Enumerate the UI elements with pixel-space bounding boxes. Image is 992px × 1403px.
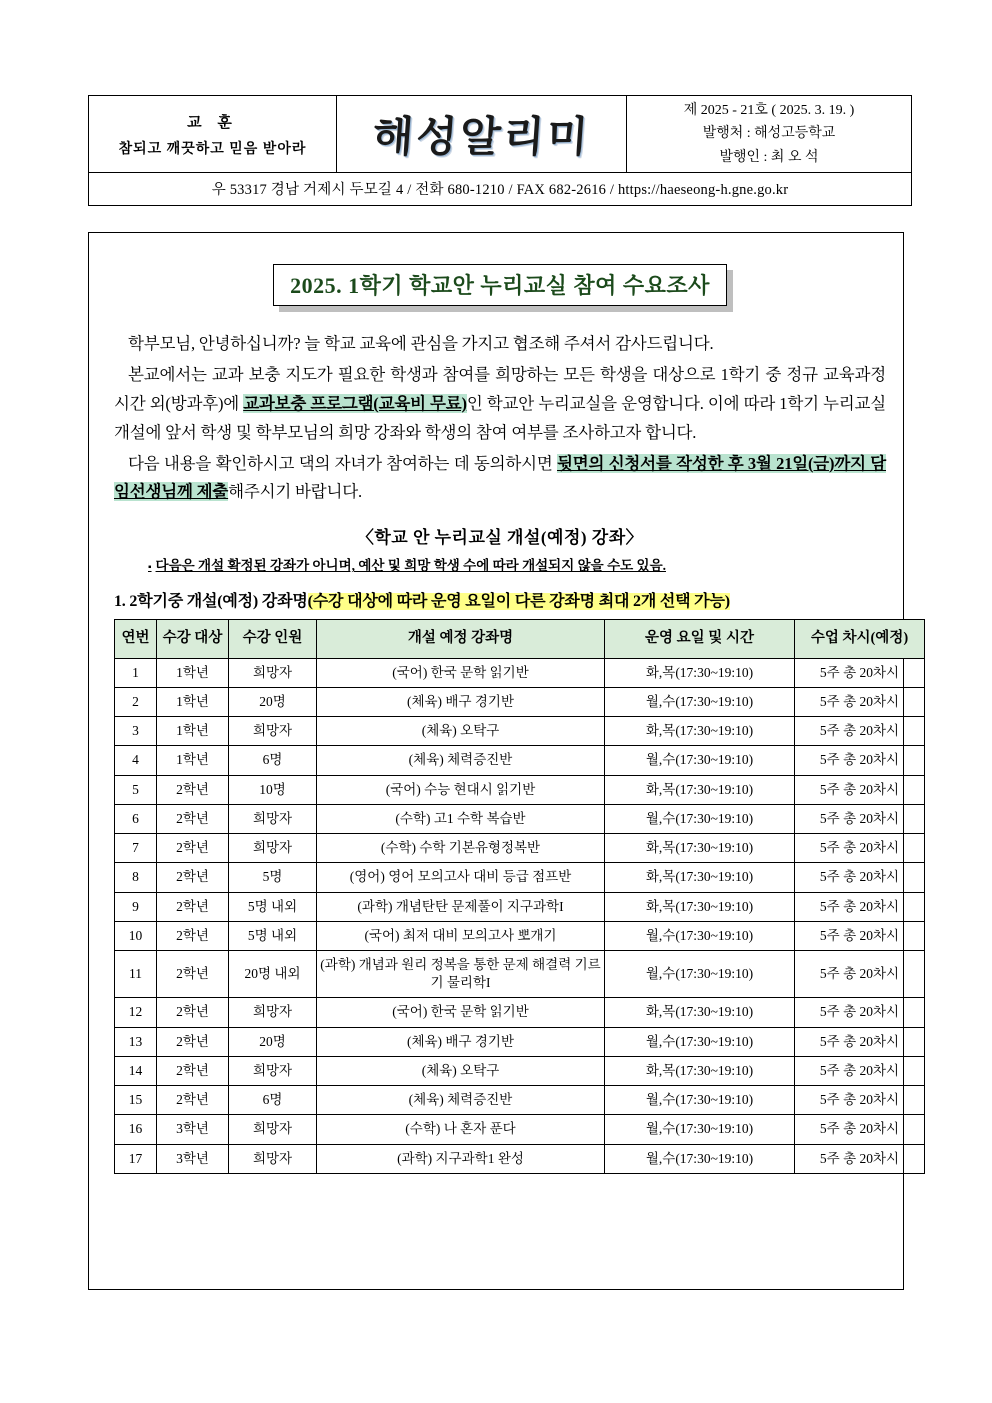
cell-schedule: 월,수(17:30~19:10) [605, 1144, 795, 1173]
cell-capacity: 20명 [229, 1027, 317, 1056]
cell-no: 8 [115, 863, 157, 892]
section-heading: 〈학교 안 누리교실 개설(예정) 강좌〉 [356, 528, 644, 548]
cell-target: 2학년 [157, 921, 229, 950]
cell-target: 2학년 [157, 892, 229, 921]
cell-capacity: 10명 [229, 775, 317, 804]
cell-sessions: 5주 총 20차시 [795, 775, 925, 804]
cell-schedule: 월,수(17:30~19:10) [605, 1086, 795, 1115]
newsletter-title-block [337, 96, 627, 172]
paragraph3-part-b: 해주시기 바랍니다. [228, 482, 362, 502]
cell-sessions: 5주 총 20차시 [795, 863, 925, 892]
section-note-text: 다음은 개설 확정된 강좌가 아니며, 예산 및 희망 학생 수에 따라 개설되지 않을 수도 있음. [155, 558, 666, 574]
course-list-heading-text: 1. 2학기중 개설(예정) 강좌명 [114, 593, 308, 611]
cell-capacity: 희망자 [229, 658, 317, 687]
cell-sessions: 5주 총 20차시 [795, 921, 925, 950]
cell-schedule: 화,목(17:30~19:10) [605, 717, 795, 746]
newsletter-title: 해성알리미 [370, 112, 592, 161]
bullet-square-icon: ▪ [148, 561, 152, 573]
cell-target: 2학년 [157, 1056, 229, 1085]
cell-sessions: 5주 총 20차시 [795, 998, 925, 1027]
col-header-course-name: 개설 예정 강좌명 [317, 620, 605, 659]
school-motto-block [89, 96, 337, 172]
paragraph2-part-a: 본교에서는 교과 보충 지도가 필요한 학생과 참여를 희망하는 모든 학생을 대상으로 1학기 중 정규 교육과정 시간 외(방과후)에 [114, 364, 886, 413]
cell-target: 2학년 [157, 775, 229, 804]
paragraph-greeting [114, 330, 886, 359]
cell-course-name: (체육) 배구 경기반 [317, 688, 605, 717]
table-row [115, 1086, 925, 1115]
table-row [115, 998, 925, 1027]
cell-course-name: (국어) 한국 문학 읽기반 [317, 658, 605, 687]
cell-capacity: 희망자 [229, 1056, 317, 1085]
cell-schedule: 화,목(17:30~19:10) [605, 1056, 795, 1085]
cell-no: 6 [115, 804, 157, 833]
cell-target: 3학년 [157, 1144, 229, 1173]
cell-sessions: 5주 총 20차시 [795, 1115, 925, 1144]
cell-target: 2학년 [157, 863, 229, 892]
cell-sessions: 5주 총 20차시 [795, 717, 925, 746]
cell-schedule: 화,목(17:30~19:10) [605, 998, 795, 1027]
cell-no: 10 [115, 921, 157, 950]
paragraph3-part-a: 다음 내용을 확인하시고 댁의 자녀가 참여하는 데 동의하시면 [128, 453, 558, 473]
table-row [115, 921, 925, 950]
col-header-target: 수강 대상 [157, 620, 229, 659]
cell-target: 1학년 [157, 746, 229, 775]
cell-course-name: (영어) 영어 모의고사 대비 등급 점프반 [317, 863, 605, 892]
cell-schedule: 화,목(17:30~19:10) [605, 775, 795, 804]
cell-sessions: 5주 총 20차시 [795, 1056, 925, 1085]
cell-capacity: 희망자 [229, 1115, 317, 1144]
cell-target: 2학년 [157, 834, 229, 863]
col-header-schedule: 운영 요일 및 시간 [605, 620, 795, 659]
table-row [115, 834, 925, 863]
cell-no: 16 [115, 1115, 157, 1144]
cell-schedule: 월,수(17:30~19:10) [605, 921, 795, 950]
table-row [115, 1144, 925, 1173]
cell-target: 2학년 [157, 1086, 229, 1115]
cell-sessions: 5주 총 20차시 [795, 1027, 925, 1056]
cell-schedule: 화,목(17:30~19:10) [605, 863, 795, 892]
motto-body: 참되고 깨끗하고 믿음 받아라 [118, 141, 307, 157]
cell-schedule: 월,수(17:30~19:10) [605, 951, 795, 998]
course-table [114, 619, 925, 1174]
cell-no: 4 [115, 746, 157, 775]
cell-sessions: 5주 총 20차시 [795, 834, 925, 863]
cell-course-name: (국어) 최저 대비 모의고사 뽀개기 [317, 921, 605, 950]
table-header-row [115, 620, 925, 659]
cell-course-name: (과학) 개념탄탄 문제풀이 지구과학I [317, 892, 605, 921]
cell-capacity: 5명 [229, 863, 317, 892]
cell-schedule: 화,목(17:30~19:10) [605, 892, 795, 921]
cell-target: 1학년 [157, 717, 229, 746]
cell-sessions: 5주 총 20차시 [795, 688, 925, 717]
cell-sessions: 5주 총 20차시 [795, 1086, 925, 1115]
document-title-wrap [114, 264, 886, 306]
document-body [88, 242, 912, 1174]
cell-sessions: 5주 총 20차시 [795, 892, 925, 921]
cell-course-name: (체육) 배구 경기반 [317, 1027, 605, 1056]
cell-capacity: 희망자 [229, 717, 317, 746]
masthead [88, 95, 912, 173]
cell-no: 9 [115, 892, 157, 921]
table-row [115, 688, 925, 717]
cell-schedule: 월,수(17:30~19:10) [605, 688, 795, 717]
cell-no: 13 [115, 1027, 157, 1056]
paragraph2-part-b: 인 학교안 누리교실을 운영합니다. 이에 따라 1학기 누리교실 개설에 앞서 학생 및 학부모님의 희망 강좌와 학생의 참여 여부를 조사하고자 합니다. [114, 393, 886, 442]
table-row [115, 1056, 925, 1085]
course-list-heading [114, 588, 886, 611]
cell-no: 3 [115, 717, 157, 746]
cell-course-name: (체육) 체력증진반 [317, 746, 605, 775]
cell-course-name: (과학) 지구과학1 완성 [317, 1144, 605, 1173]
table-row [115, 746, 925, 775]
cell-target: 2학년 [157, 1027, 229, 1056]
cell-sessions: 5주 총 20차시 [795, 658, 925, 687]
cell-course-name: (과학) 개념과 원리 정복을 통한 문제 해결력 기르기 물리학I [317, 951, 605, 998]
cell-course-name: (체육) 오탁구 [317, 1056, 605, 1085]
cell-course-name: (체육) 체력증진반 [317, 1086, 605, 1115]
cell-capacity: 6명 [229, 1086, 317, 1115]
course-list-heading-highlight: (수강 대상에 따라 운영 요일이 다른 강좌명 최대 2개 선택 가능) [307, 593, 730, 611]
cell-target: 3학년 [157, 1115, 229, 1144]
cell-capacity: 6명 [229, 746, 317, 775]
table-row [115, 951, 925, 998]
cell-schedule: 월,수(17:30~19:10) [605, 1115, 795, 1144]
issue-number: 제 2025 - 21호 ( 2025. 3. 19. ) [683, 103, 855, 119]
publisher-person: 발행인 : 최 오 석 [719, 149, 819, 165]
table-row [115, 658, 925, 687]
col-header-sessions: 수업 차시(예정) [795, 620, 925, 659]
cell-target: 2학년 [157, 951, 229, 998]
cell-course-name: (국어) 한국 문학 읽기반 [317, 998, 605, 1027]
paragraph3-highlight: 뒷면의 신청서를 작성한 후 3월 21일(금)까지 담임선생님께 제출 [114, 453, 886, 502]
cell-schedule: 화,목(17:30~19:10) [605, 658, 795, 687]
cell-course-name: (수학) 고1 수학 복습반 [317, 804, 605, 833]
page-title: 2025. 1학기 학교안 누리교실 참여 수요조사 [273, 264, 727, 306]
cell-no: 15 [115, 1086, 157, 1115]
table-row [115, 1115, 925, 1144]
cell-no: 12 [115, 998, 157, 1027]
cell-capacity: 5명 내외 [229, 921, 317, 950]
cell-target: 2학년 [157, 998, 229, 1027]
cell-capacity: 희망자 [229, 804, 317, 833]
cell-no: 17 [115, 1144, 157, 1173]
cell-no: 7 [115, 834, 157, 863]
motto-title: 교 훈 [187, 114, 238, 131]
cell-course-name: (수학) 나 혼자 푼다 [317, 1115, 605, 1144]
cell-schedule: 월,수(17:30~19:10) [605, 804, 795, 833]
cell-capacity: 20명 내외 [229, 951, 317, 998]
table-row [115, 775, 925, 804]
paragraph-submission [114, 450, 886, 508]
table-row [115, 1027, 925, 1056]
school-address-line: 우 53317 경남 거제시 두모길 4 / 전화 680-1210 / FAX 682-2616 / https://haeseong-h.gne.go.kr [88, 173, 912, 206]
cell-sessions: 5주 총 20차시 [795, 951, 925, 998]
cell-no: 5 [115, 775, 157, 804]
cell-sessions: 5주 총 20차시 [795, 804, 925, 833]
cell-sessions: 5주 총 20차시 [795, 746, 925, 775]
issue-info-block [627, 96, 911, 172]
col-header-capacity: 수강 인원 [229, 620, 317, 659]
cell-schedule: 월,수(17:30~19:10) [605, 746, 795, 775]
cell-schedule: 화,목(17:30~19:10) [605, 834, 795, 863]
cell-no: 14 [115, 1056, 157, 1085]
cell-capacity: 5명 내외 [229, 892, 317, 921]
table-body [115, 658, 925, 1173]
cell-course-name: (국어) 수능 현대시 읽기반 [317, 775, 605, 804]
paragraph2-highlight: 교과보충 프로그램(교육비 무료) [243, 393, 467, 413]
col-header-no: 연번 [115, 620, 157, 659]
cell-capacity: 희망자 [229, 1144, 317, 1173]
paragraph-program-info [114, 361, 886, 448]
table-row [115, 863, 925, 892]
publisher-org: 발행처 : 해성고등학교 [702, 126, 836, 142]
cell-sessions: 5주 총 20차시 [795, 1144, 925, 1173]
table-row [115, 892, 925, 921]
cell-no: 1 [115, 658, 157, 687]
cell-no: 2 [115, 688, 157, 717]
cell-capacity: 20명 [229, 688, 317, 717]
cell-target: 1학년 [157, 658, 229, 687]
paragraph-greeting-text: 학부모님, 안녕하십니까? 늘 학교 교육에 관심을 가지고 협조해 주셔서 감사드립니다. [128, 334, 714, 353]
cell-course-name: (수학) 수학 기본유형정복반 [317, 834, 605, 863]
cell-no: 11 [115, 951, 157, 998]
table-row [115, 717, 925, 746]
cell-capacity: 희망자 [229, 998, 317, 1027]
cell-course-name: (체육) 오탁구 [317, 717, 605, 746]
table-row [115, 804, 925, 833]
section-note [148, 554, 886, 574]
cell-schedule: 월,수(17:30~19:10) [605, 1027, 795, 1056]
cell-target: 1학년 [157, 688, 229, 717]
cell-target: 2학년 [157, 804, 229, 833]
cell-capacity: 희망자 [229, 834, 317, 863]
